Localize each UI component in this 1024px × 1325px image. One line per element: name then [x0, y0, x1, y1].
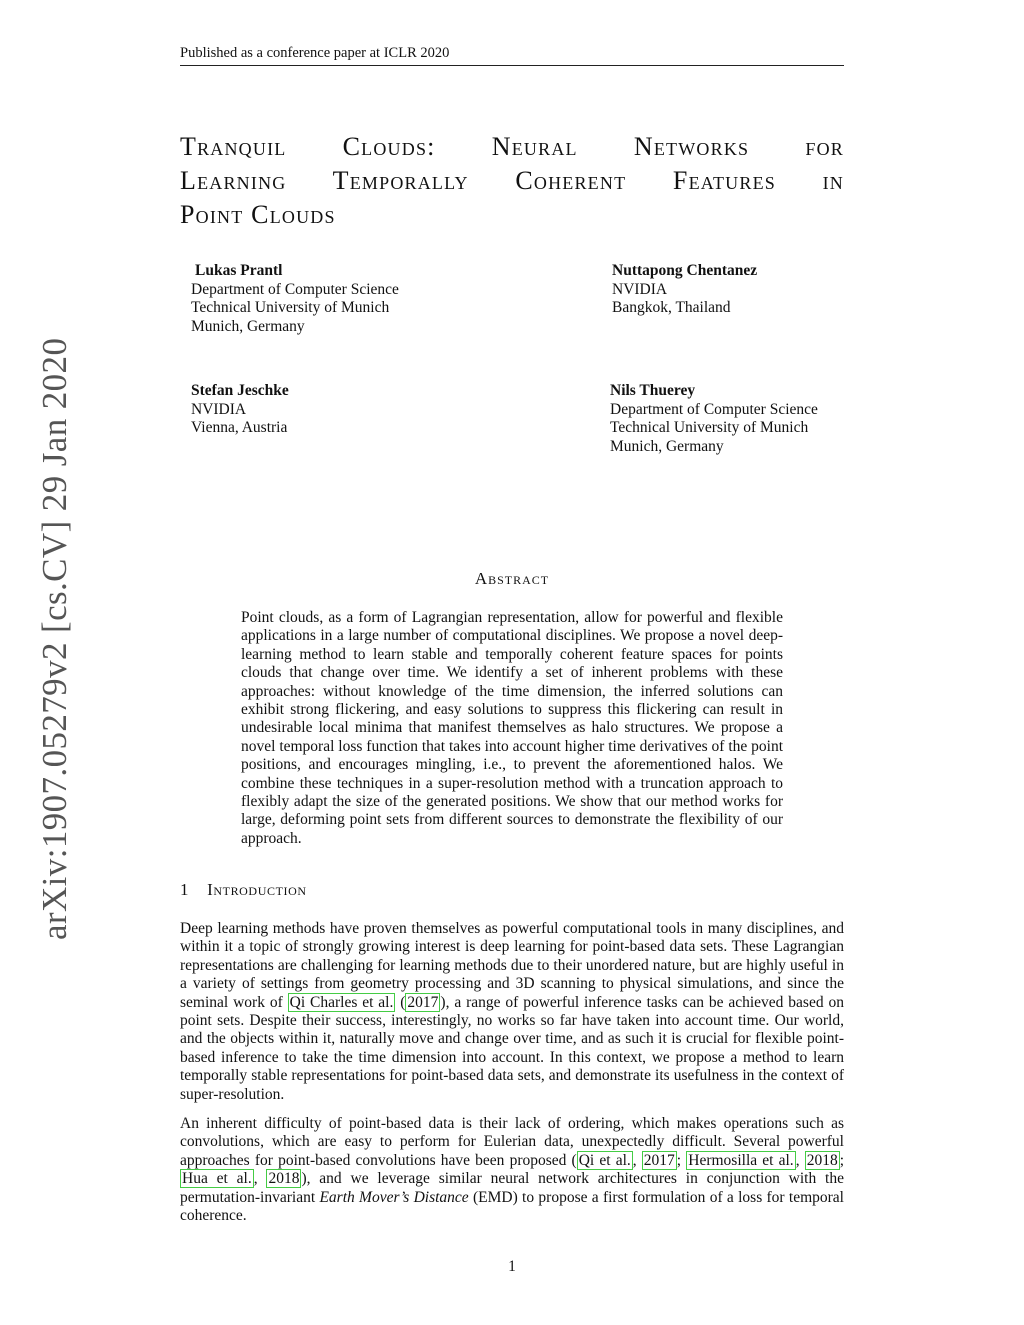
title-line-2: Learning Temporally Coherent Features in: [180, 166, 844, 195]
section-title: Introduction: [207, 880, 307, 899]
author-block-thuerey: [610, 382, 818, 456]
paragraph-text: ), and we leverage similar neural network architectures in conjunction with the permutation-invariant: [180, 1170, 844, 1206]
author-affiliation-line: NVIDIA: [612, 280, 668, 298]
citation-year-link[interactable]: 2017: [407, 993, 439, 1011]
paragraph-text: An inherent difficulty of point-based data is their lack of ordering, which makes operations such as convolutions, which are easy to perform for Eulerian data, unexpectedly difficult. Several powerful approaches for point-based convolutions have been proposed (: [180, 1115, 844, 1169]
page-number: 1: [508, 1258, 516, 1275]
citation-year-link[interactable]: 2018: [806, 1151, 838, 1169]
author-name: Lukas Prantl: [195, 262, 283, 279]
paragraph-text: (: [395, 993, 406, 1011]
abstract-heading: Abstract: [474, 569, 550, 588]
citation-link[interactable]: Hermosilla et al.: [688, 1151, 794, 1169]
intro-paragraph-2: [180, 1115, 844, 1225]
section-number: 1: [180, 880, 190, 899]
paragraph-text: ;: [676, 1151, 687, 1169]
author-block-jeschke: [191, 382, 289, 438]
citation-year-link[interactable]: 2018: [268, 1170, 300, 1188]
title-line-3: Point Clouds: [180, 200, 336, 229]
paragraph-text: ,: [253, 1170, 267, 1188]
author-affiliation-line: Munich, Germany: [191, 317, 305, 335]
author-block-prantl: [191, 262, 399, 336]
author-affiliation-line: Vienna, Austria: [191, 419, 288, 436]
paragraph-text: ,: [795, 1151, 805, 1169]
author-name: Nuttapong Chentanez: [612, 262, 758, 279]
paragraph-text: Deep learning methods have proven themselves as powerful computational tools in many disciplines, and within it a topic of strongly growing interest is deep learning for point-based data sets. These Lagrangian representations are challenging for learning methods due to their unordered nature, but are highly useful in a variety of settings from geometry processing and 3D scanning to physical simulations, and since the seminal work of: [180, 920, 844, 1011]
intro-paragraph-1: [180, 920, 844, 1104]
citation-link[interactable]: Qi Charles et al.: [289, 993, 394, 1011]
citation-link[interactable]: Qi et al.: [578, 1151, 631, 1169]
author-affiliation-line: Department of Computer Science: [191, 280, 399, 298]
author-affiliation-line: Bangkok, Thailand: [612, 299, 731, 316]
running-header: Published as a conference paper at ICLR 2020: [180, 44, 844, 66]
citation-link[interactable]: Hua et al.: [182, 1170, 252, 1188]
paragraph-text: (EMD) to propose a first formulation of a loss for temporal coherence.: [180, 1188, 844, 1225]
author-affiliation-line: Technical University of Munich: [610, 419, 809, 436]
author-affiliation-line: Munich, Germany: [610, 437, 724, 455]
paragraph-text: ,: [632, 1151, 642, 1169]
author-block-chentanez: [612, 262, 757, 318]
title-line-1: Tranquil Clouds: Neural Networks for: [180, 132, 844, 161]
author-affiliation-line: Technical University of Munich: [191, 299, 390, 316]
paper-title: [180, 130, 844, 232]
paragraph-text: ), a range of powerful inference tasks can be achieved based on point sets. Despite their success, interestingly, no works so far have taken into account time. Our world, and the objects within it, naturally move and change over time, and as such it is crucial for flexible point-based inference to take the time dimension into account. In this context, we propose a method to learn temporally stable representations for point-based data sets, and demonstrate its usefulness in the context of super-resolution.: [180, 993, 844, 1103]
author-name: Nils Thuerey: [610, 382, 696, 399]
citation-year-link[interactable]: 2017: [643, 1151, 675, 1169]
arxiv-identifier-stamp: arXiv:1907.05279v2 [cs.CV] 29 Jan 2020: [35, 337, 74, 940]
abstract-text: Point clouds, as a form of Lagrangian representation, allow for powerful and flexible applications in a large number of computational disciplines. We propose a novel deep-learning method to learn stable and temporally coherent feature spaces for points clouds that change over time. We identify a set of inherent problems with these approaches: without knowledge of the time dimension, the inferred solutions can exhibit strong flickering, and easy solutions to suppress this flickering can result in undesirable local minima that manifest themselves as halo structures. We propose a novel temporal loss function that takes into account higher time derivatives of the point positions, and encourages mingling, i.e., to prevent the aforementioned halos. We combine these techniques in a super-resolution method with a truncation approach to flexibly adapt the size of the generated positions. We show that our method works for large, deforming point sets from different sources to demonstrate the flexibility of our approach.: [241, 609, 783, 847]
emphasized-term: Earth Mover’s Distance: [319, 1188, 469, 1206]
author-affiliation-line: NVIDIA: [191, 400, 247, 418]
section-heading-introduction: [180, 880, 307, 900]
author-name: Stefan Jeschke: [191, 382, 289, 399]
author-affiliation-line: Department of Computer Science: [610, 400, 818, 418]
paragraph-text: ;: [839, 1151, 845, 1169]
